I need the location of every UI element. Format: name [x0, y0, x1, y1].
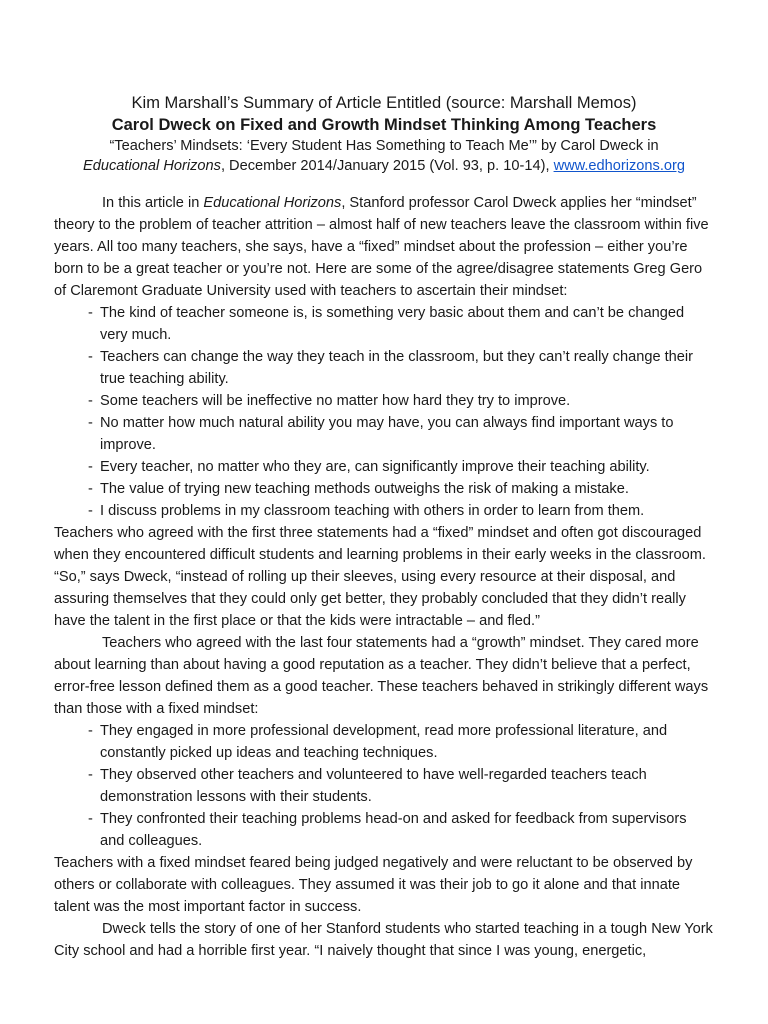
- student-story-paragraph: Dweck tells the story of one of her Stanford students who started teaching in a tough New York City school and had a horrible first year. “I naively thought that since I was young, energetic,: [54, 921, 713, 959]
- fear-of-judgment-paragraph: Teachers with a fixed mindset feared being judged negatively and were reluctant to be observed by others or collaborate with colleagues. They assumed it was their job to go it alone and that innate talent was the most important factor in success.: [54, 855, 693, 915]
- list-item: - The value of trying new teaching methods outweighs the risk of making a mistake.: [88, 481, 629, 497]
- article-body: [54, 192, 714, 962]
- document-header: [54, 92, 714, 176]
- growth-mindset-paragraph: Teachers who agreed with the last four statements had a “growth” mindset. They cared more about learning than about having a good reputation as a teacher. They didn’t believe that a perfect, error-free lesson defined them as a good teacher. These teachers behaved in strikingly different ways than those with a fixed mindset:: [54, 635, 709, 717]
- growth-behavior-list: [54, 720, 714, 852]
- list-item: - No matter how much natural ability you may have, you can always find important ways to improve.: [88, 415, 674, 453]
- statement-list: [54, 302, 714, 522]
- citation-text: “Teachers’ Mindsets: ‘Every Student Has Something to Teach Me’” by Carol Dweck in: [109, 138, 659, 154]
- list-item: - Teachers can change the way they teach in the classroom, but they can’t really change their true teaching ability.: [88, 349, 694, 387]
- citation-link[interactable]: www.edhorizons.org: [553, 158, 685, 174]
- list-item: - I discuss problems in my classroom teaching with others in order to learn from them.: [88, 503, 645, 519]
- citation-details: , December 2014/January 2015 (Vol. 93, p. 10-14),: [220, 158, 554, 174]
- list-item: - Every teacher, no matter who they are, can significantly improve their teaching ability.: [88, 459, 650, 475]
- article-title: Carol Dweck on Fixed and Growth Mindset Thinking Among Teachers: [111, 116, 657, 134]
- citation: [54, 136, 714, 176]
- list-item: - They confronted their teaching problems head-on and asked for feedback from supervisors and colleagues.: [88, 811, 687, 849]
- fixed-mindset-paragraph: Teachers who agreed with the first three statements had a “fixed” mindset and often got discouraged when they encountered difficult students and learning problems in their early weeks in the classroom. “So,” says Dweck, “instead of rolling up their sleeves, using every resource at their disposal, and assuring themselves that they could only get better, they probably concluded that they didn’t really have the talent in the first place or that the kids were intractable – and fled.”: [54, 525, 706, 629]
- intro-paragraph: In this article in Educational Horizons, Stanford professor Carol Dweck applies her “mindset” theory to the problem of teacher attrition – almost half of new teachers leave the classroom within five years. All too many teachers, she says, have a “fixed” mindset about the profession – either you’re born to be a great teacher or you’re not. Here are some of the agree/disagree statements Greg Gero of Claremont Graduate University used with teachers to ascertain their mindset:: [54, 195, 709, 299]
- list-item: - Some teachers will be ineffective no matter how hard they try to improve.: [88, 393, 571, 409]
- list-item: - They observed other teachers and volunteered to have well-regarded teachers teach demonstration lessons with their students.: [88, 767, 647, 805]
- list-item: - They engaged in more professional development, read more professional literature, and constantly picked up ideas and teaching techniques.: [88, 723, 668, 761]
- summary-line: Kim Marshall’s Summary of Article Entitled (source: Marshall Memos): [131, 94, 637, 112]
- list-item: - The kind of teacher someone is, is something very basic about them and can’t be changed very much.: [88, 305, 685, 343]
- journal-name: Educational Horizons: [203, 195, 342, 211]
- citation-journal: Educational Horizons: [83, 158, 221, 174]
